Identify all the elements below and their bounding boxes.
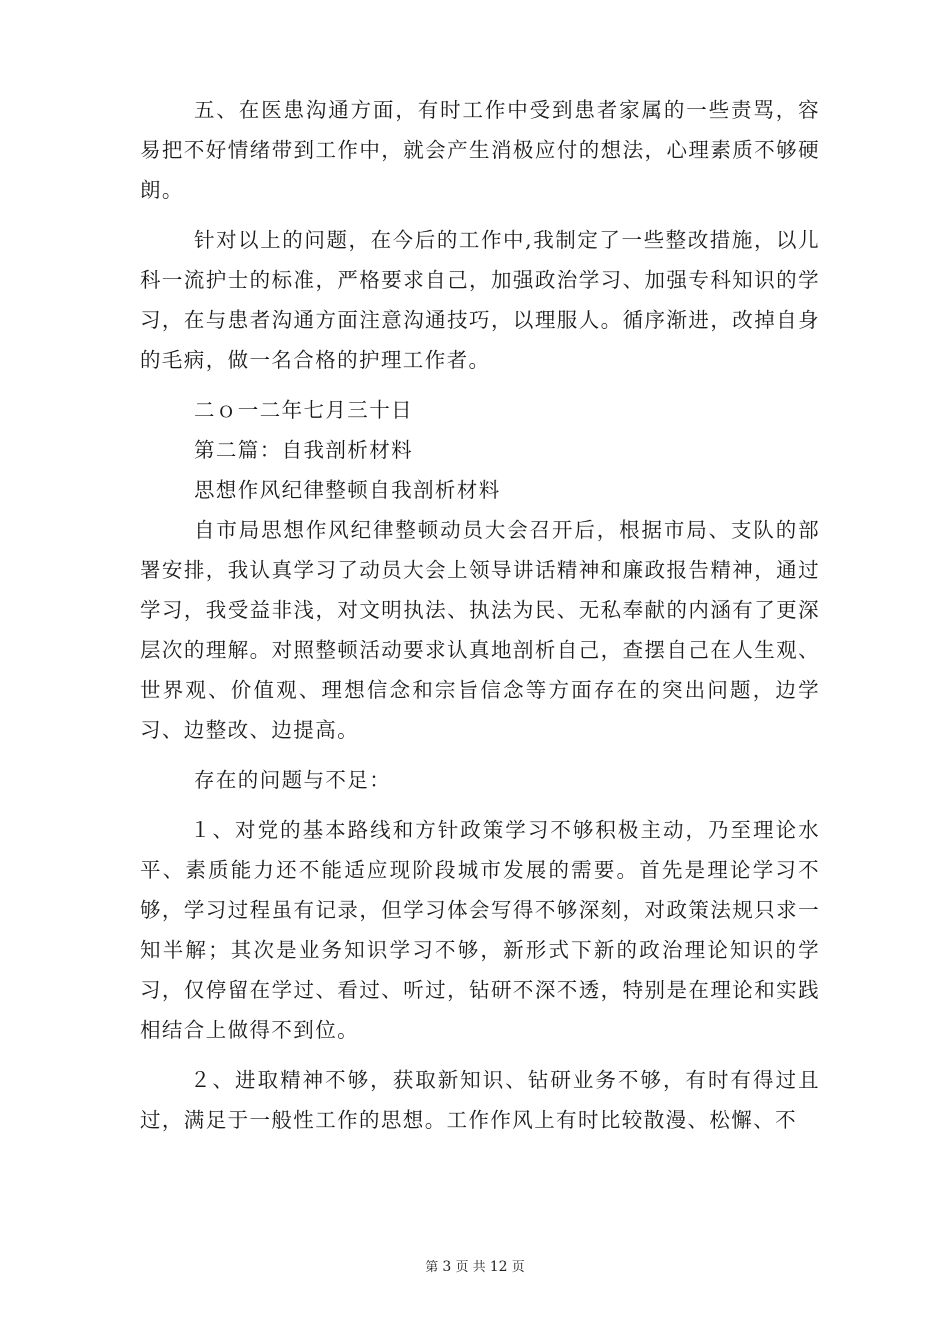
problems-heading: 存在的问题与不足： [194, 768, 392, 792]
footer-middle: 页 共 [455, 1260, 486, 1275]
section-heading: 第二篇：自我剖析材料 [194, 438, 413, 462]
problem-item-2: ２、进取精神不够，获取新知识、钻研业务不够，有时有得过且过，满足于一般性工作的思想。工作作风上有时比较散漫、松懈、不 [140, 1068, 820, 1132]
footer-prefix: 第 [425, 1260, 439, 1275]
footer-suffix: 页 [511, 1260, 525, 1275]
document-title: 思想作风纪律整顿自我剖析材料 [194, 478, 501, 502]
document-body [140, 90, 820, 1140]
problem-item-1: １、对党的基本路线和方针政策学习不够积极主动，乃至理论水平、素质能力还不能适应现阶段城市发展的需要。首先是理论学习不够，学习过程虽有记录，但学习体会写得不够深刻，对政策法规只求一知半解；其次是业务知识学习不够，新形式下新的政治理论知识的学习，仅停留在学过、看过、听过，钻研不深不透，特别是在理论和实践相结合上做得不到位。 [140, 818, 820, 1042]
page-footer [0, 1256, 950, 1275]
paragraph-intro: 自市局思想作风纪律整顿动员大会召开后，根据市局、支队的部署安排，我认真学习了动员大会上领导讲话精神和廉政报告精神，通过学习，我受益非浅，对文明执法、执法为民、无私奉献的内涵有了更深层次的理解。对照整顿活动要求认真地剖析自己，查摆自己在人生观、世界观、价值观、理想信念和宗旨信念等方面存在的突出问题，边学习、边整改、边提高。 [140, 518, 820, 742]
paragraph-rectification: 针对以上的问题，在今后的工作中,我制定了一些整改措施，以儿科一流护士的标准，严格要求自己，加强政治学习、加强专科知识的学习，在与患者沟通方面注意沟通技巧，以理服人。循序渐进，改掉自身的毛病，做一名合格的护理工作者。 [140, 228, 820, 372]
date-line: 二ｏ一二年七月三十日 [194, 398, 413, 422]
footer-page-number: 3 [442, 1259, 452, 1275]
paragraph-communication: 五、在医患沟通方面，有时工作中受到患者家属的一些责骂，容易把不好情绪带到工作中，就会产生消极应付的想法，心理素质不够硬朗。 [140, 98, 820, 202]
footer-page-total: 12 [489, 1259, 508, 1275]
